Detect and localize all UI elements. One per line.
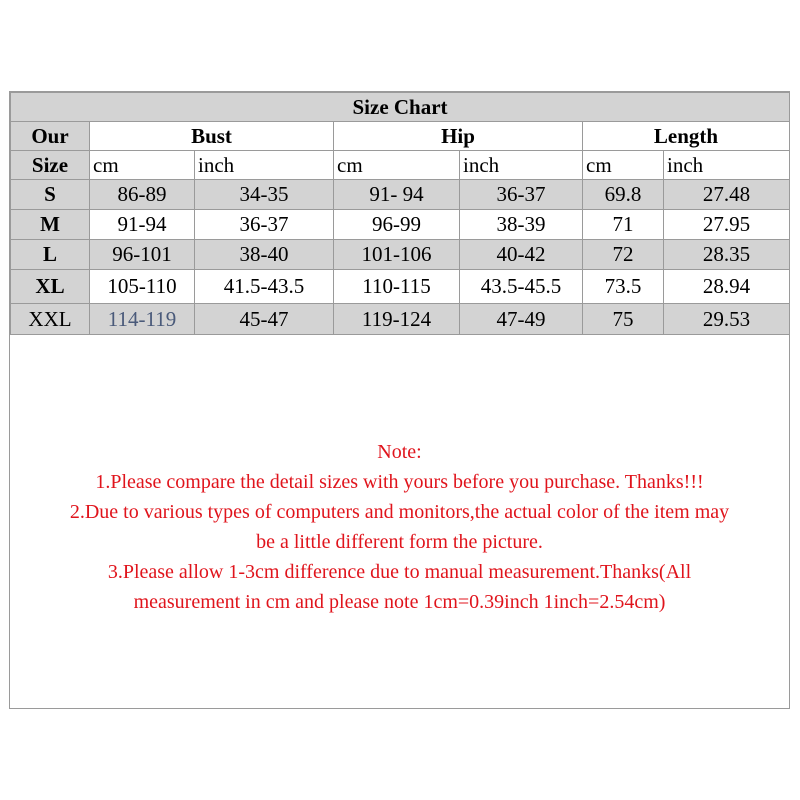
length-cm-cell: 73.5 (583, 270, 664, 304)
note-heading: Note: (377, 441, 422, 463)
note-line-3b: measurement in cm and please note 1cm=0.39inch 1inch=2.54cm) (133, 591, 666, 613)
hip-inch-cell: 36-37 (460, 180, 583, 210)
length-cm-cell: 69.8 (583, 180, 664, 210)
hip-inch-cell: 38-39 (460, 210, 583, 240)
hip-cm-cell: 91- 94 (334, 180, 460, 210)
hip-inch-cell: 40-42 (460, 240, 583, 270)
length-cm-cell: 75 (583, 304, 664, 335)
length-inch-cell: 27.48 (664, 180, 790, 210)
notes-block (10, 437, 789, 617)
bust-inch-header: inch (195, 151, 334, 180)
length-cm-cell: 72 (583, 240, 664, 270)
hip-cm-cell: 101-106 (334, 240, 460, 270)
bust-inch-cell: 34-35 (195, 180, 334, 210)
hip-inch-cell: 47-49 (460, 304, 583, 335)
hip-cm-cell: 96-99 (334, 210, 460, 240)
length-inch-cell: 29.53 (664, 304, 790, 335)
size-header-bottom: Size (11, 151, 90, 180)
bust-inch-cell: 38-40 (195, 240, 334, 270)
table-row (11, 270, 790, 304)
bust-cm-cell: 91-94 (90, 210, 195, 240)
length-cm-cell: 71 (583, 210, 664, 240)
note-line-2b: be a little different form the picture. (256, 531, 543, 553)
length-inch-header: inch (664, 151, 790, 180)
bust-inch-cell: 41.5-43.5 (195, 270, 334, 304)
hip-header: Hip (334, 122, 583, 151)
bust-header: Bust (90, 122, 334, 151)
size-table (10, 92, 790, 335)
bust-cm-cell: 86-89 (90, 180, 195, 210)
table-row (11, 240, 790, 270)
table-row (11, 304, 790, 335)
hip-cm-cell: 119-124 (334, 304, 460, 335)
size-header-top: Our (11, 122, 90, 151)
bust-cm-cell: 96-101 (90, 240, 195, 270)
hip-cm-cell: 110-115 (334, 270, 460, 304)
table-title: Size Chart (11, 93, 790, 122)
note-line-1: 1.Please compare the detail sizes with yours before you purchase. Thanks!!! (95, 471, 704, 493)
size-cell: XXL (11, 304, 90, 335)
size-cell: M (11, 210, 90, 240)
length-cm-header: cm (583, 151, 664, 180)
bust-cm-header: cm (90, 151, 195, 180)
bust-inch-cell: 36-37 (195, 210, 334, 240)
length-inch-cell: 27.95 (664, 210, 790, 240)
bust-cm-cell: 105-110 (90, 270, 195, 304)
table-row (11, 180, 790, 210)
note-line-2a: 2.Due to various types of computers and monitors,the actual color of the item may (69, 501, 730, 523)
size-cell: S (11, 180, 90, 210)
length-inch-cell: 28.94 (664, 270, 790, 304)
bust-inch-cell: 45-47 (195, 304, 334, 335)
hip-cm-header: cm (334, 151, 460, 180)
table-row (11, 210, 790, 240)
hip-inch-header: inch (460, 151, 583, 180)
note-line-3a: 3.Please allow 1-3cm difference due to manual measurement.Thanks(All (107, 561, 692, 583)
hip-inch-cell: 43.5-45.5 (460, 270, 583, 304)
bust-cm-cell: 114-119 (90, 304, 195, 335)
size-cell: L (11, 240, 90, 270)
size-chart-sheet (9, 91, 790, 709)
length-header: Length (583, 122, 790, 151)
length-inch-cell: 28.35 (664, 240, 790, 270)
size-cell: XL (11, 270, 90, 304)
